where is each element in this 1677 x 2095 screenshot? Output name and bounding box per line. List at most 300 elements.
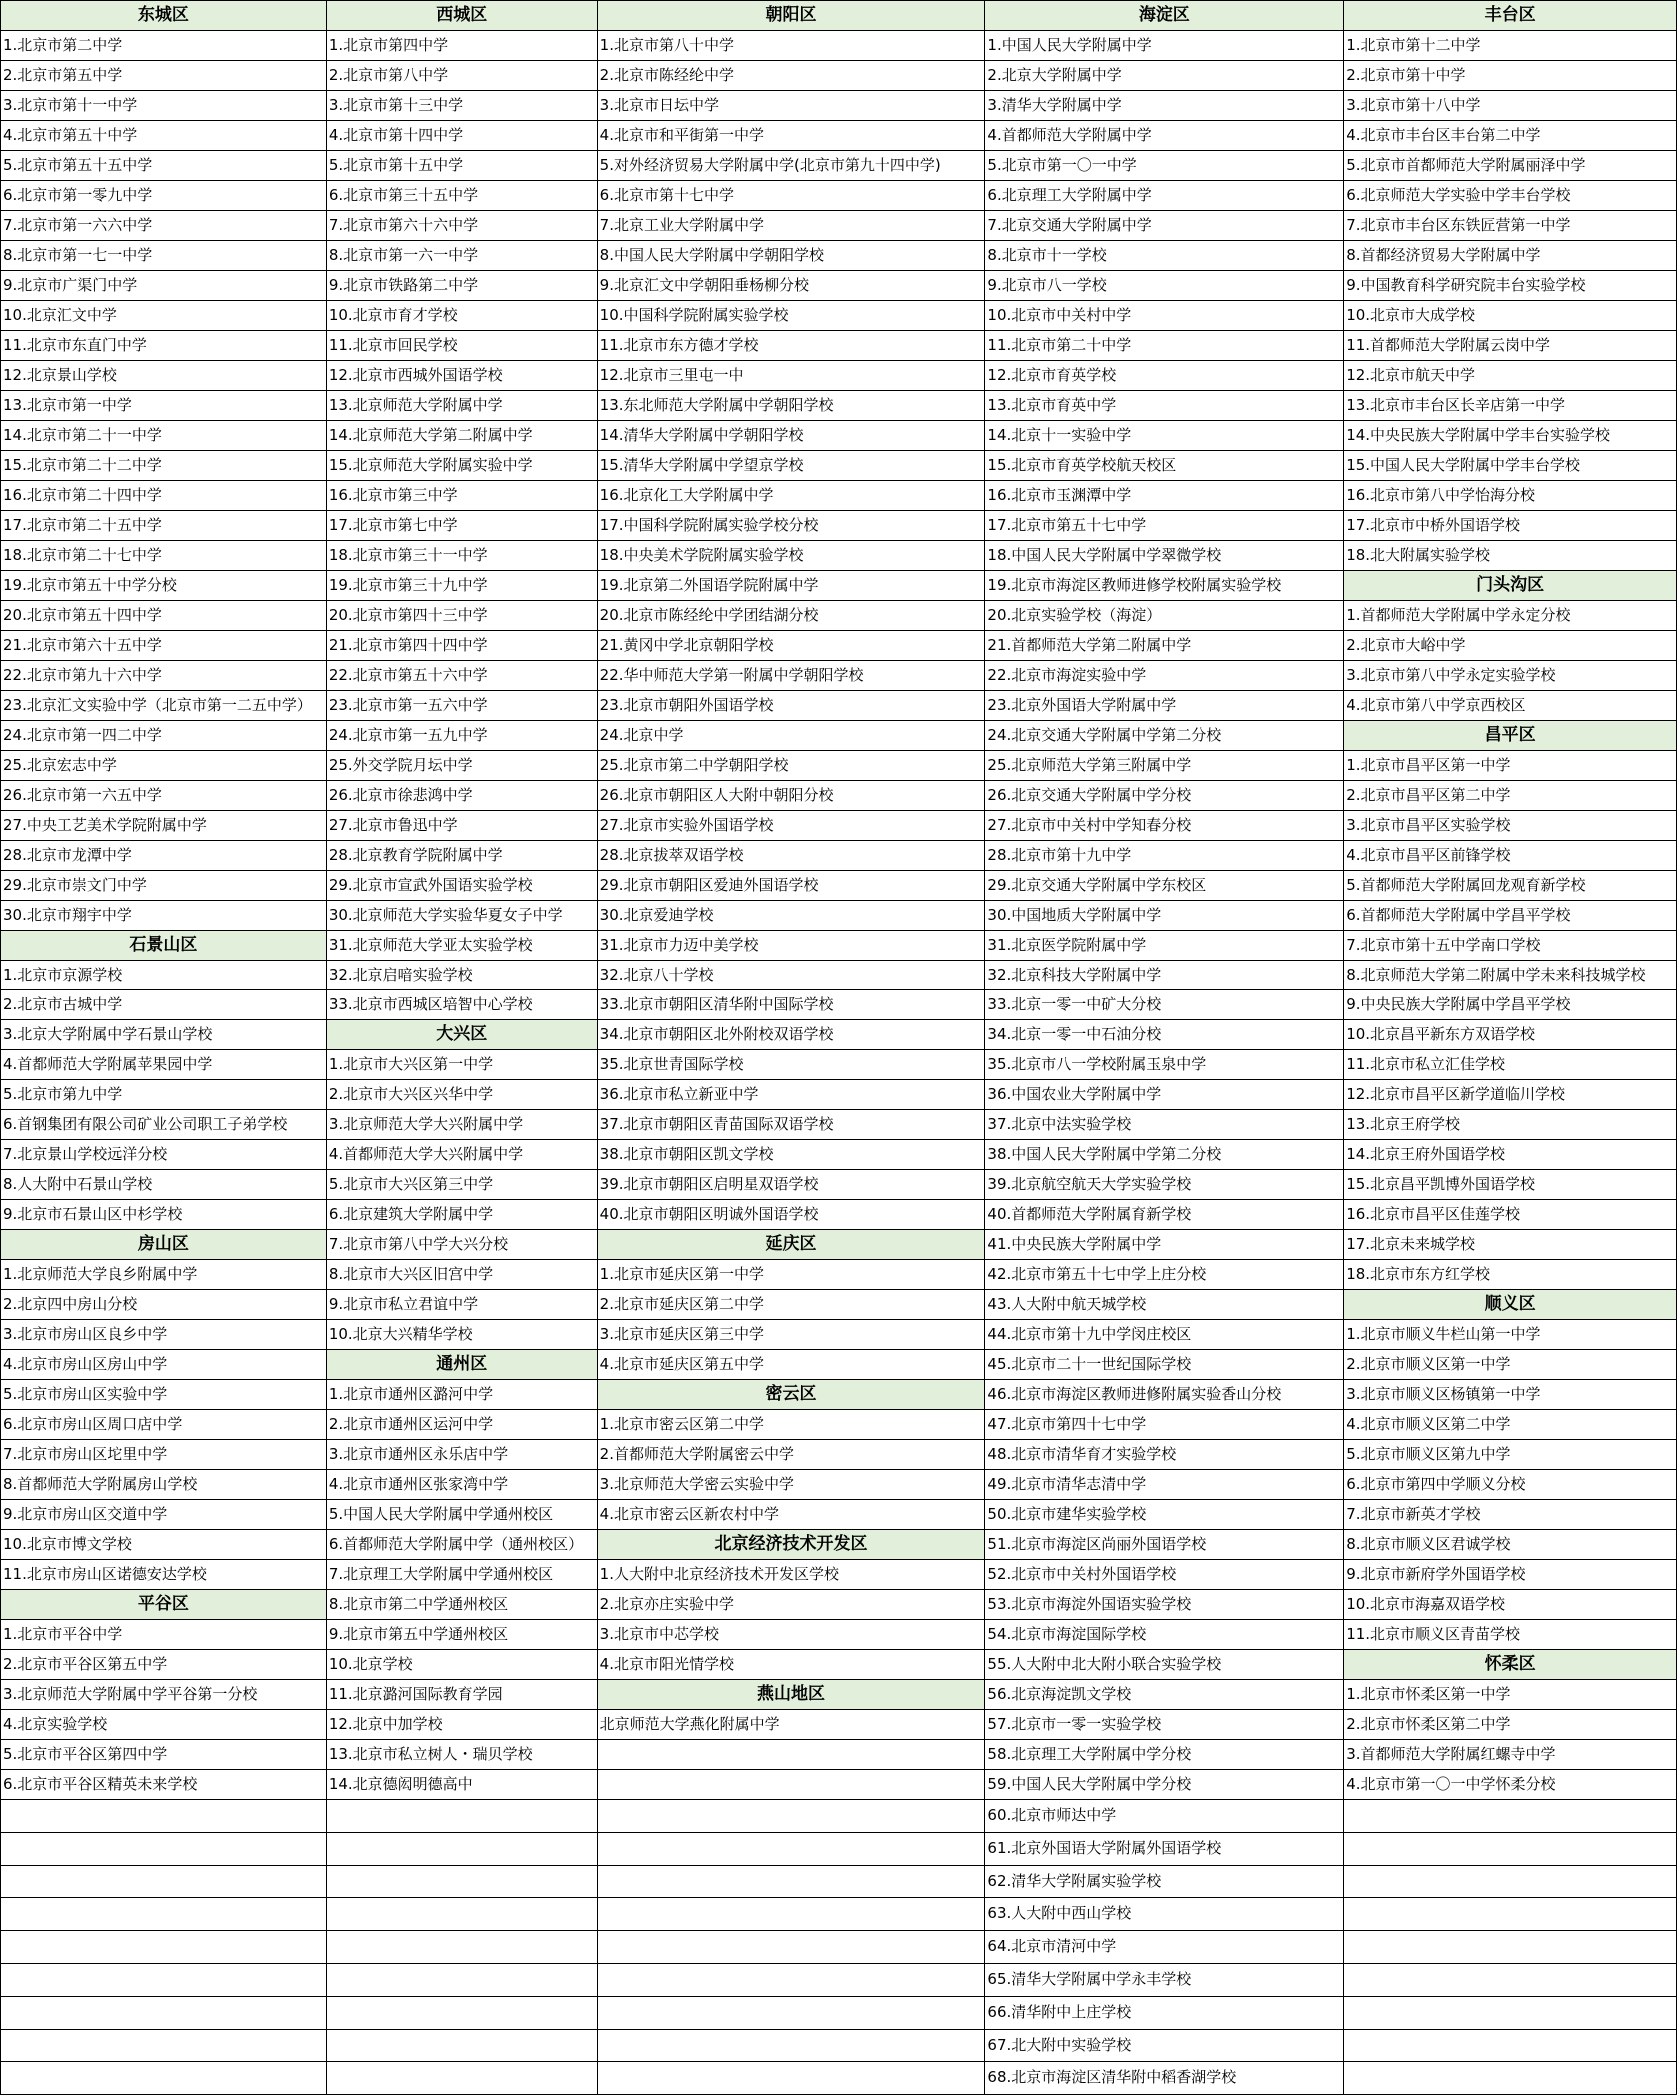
school-cell: 14.北京市第二十一中学: [1, 421, 327, 451]
empty-cell: [598, 1931, 986, 1964]
school-cell: 7.北京交通大学附属中学: [985, 211, 1344, 241]
school-cell: 19.北京第二外国语学院附属中学: [598, 571, 986, 601]
school-cell: 35.北京世青国际学校: [598, 1050, 986, 1080]
school-cell: 25.外交学院月坛中学: [327, 751, 598, 781]
school-cell: 19.北京市第三十九中学: [327, 571, 598, 601]
empty-cell: [327, 1800, 598, 1833]
school-cell: 12.北京市昌平区新学道临川学校: [1344, 1080, 1677, 1110]
empty-cell: [598, 1740, 986, 1770]
school-cell: 3.北京市日坛中学: [598, 91, 986, 121]
school-cell: 2.北京市第五中学: [1, 61, 327, 91]
school-cell: 18.中央美术学院附属实验学校: [598, 541, 986, 571]
school-cell: 6.首都师范大学附属中学（通州校区）: [327, 1530, 598, 1560]
school-cell: 31.北京师范大学亚太实验学校: [327, 931, 598, 961]
school-cell: 2.北京四中房山分校: [1, 1290, 327, 1320]
district-header: 西城区: [327, 1, 598, 31]
school-cell: 26.北京交通大学附属中学分校: [985, 781, 1344, 811]
school-cell: 38.中国人民大学附属中学第二分校: [985, 1140, 1344, 1170]
school-cell: 12.北京市育英学校: [985, 361, 1344, 391]
school-cell: 6.北京市第四中学顺义分校: [1344, 1470, 1677, 1500]
school-cell: 7.北京市第一六六中学: [1, 211, 327, 241]
school-cell: 17.中国科学院附属实验学校分校: [598, 511, 986, 541]
empty-cell: [327, 2030, 598, 2063]
school-cell: 5.北京市平谷区第四中学: [1, 1740, 327, 1770]
school-cell: 62.清华大学附属实验学校: [985, 1866, 1344, 1899]
empty-cell: [1344, 1898, 1677, 1931]
school-cell: 32.北京启喑实验学校: [327, 961, 598, 991]
school-cell: 15.北京昌平凯博外国语学校: [1344, 1170, 1677, 1200]
school-cell: 28.北京拔萃双语学校: [598, 841, 986, 871]
district-header: 石景山区: [1, 931, 327, 961]
school-cell: 39.北京市朝阳区启明星双语学校: [598, 1170, 986, 1200]
school-cell: 1.北京市密云区第二中学: [598, 1410, 986, 1440]
school-cell: 3.北京市顺义区杨镇第一中学: [1344, 1380, 1677, 1410]
school-cell: 7.北京市新英才学校: [1344, 1500, 1677, 1530]
school-cell: 33.北京市西城区培智中心学校: [327, 990, 598, 1020]
school-cell: 10.北京市海嘉双语学校: [1344, 1590, 1677, 1620]
district-header: 北京经济技术开发区: [598, 1530, 986, 1560]
school-cell: 4.北京市昌平区前锋学校: [1344, 841, 1677, 871]
district-header: 昌平区: [1344, 721, 1677, 751]
school-cell: 29.北京交通大学附属中学东校区: [985, 871, 1344, 901]
school-cell: 29.北京市崇文门中学: [1, 871, 327, 901]
school-cell: 24.北京市第一四二中学: [1, 721, 327, 751]
school-cell: 10.北京市中关村中学: [985, 301, 1344, 331]
empty-cell: [1, 1964, 327, 1997]
school-cell: 5.对外经济贸易大学附属中学(北京市第九十四中学): [598, 151, 986, 181]
school-cell: 15.清华大学附属中学望京学校: [598, 451, 986, 481]
school-cell: 3.清华大学附属中学: [985, 91, 1344, 121]
school-cell: 5.首都师范大学附属回龙观育新学校: [1344, 871, 1677, 901]
empty-cell: [1344, 2062, 1677, 2095]
empty-cell: [1, 1866, 327, 1899]
school-cell: 28.北京市第十九中学: [985, 841, 1344, 871]
school-cell: 4.北京市延庆区第五中学: [598, 1350, 986, 1380]
school-cell: 5.北京市顺义区第九中学: [1344, 1440, 1677, 1470]
empty-cell: [1, 1800, 327, 1833]
school-cell: 28.北京市龙潭中学: [1, 841, 327, 871]
school-cell: 37.北京中法实验学校: [985, 1110, 1344, 1140]
school-cell: 17.北京市第七中学: [327, 511, 598, 541]
school-cell: 36.北京市私立新亚中学: [598, 1080, 986, 1110]
empty-cell: [598, 1770, 986, 1800]
school-cell: 8.北京市顺义区君诚学校: [1344, 1530, 1677, 1560]
school-cell: 1.人大附中北京经济技术开发区学校: [598, 1560, 986, 1590]
school-cell: 10.北京昌平新东方双语学校: [1344, 1020, 1677, 1050]
school-cell: 52.北京市中关村外国语学校: [985, 1560, 1344, 1590]
empty-cell: [1, 1997, 327, 2030]
district-header: 通州区: [327, 1350, 598, 1380]
school-cell: 4.北京市阳光情学校: [598, 1650, 986, 1680]
school-cell: 13.北京市丰台区长辛店第一中学: [1344, 391, 1677, 421]
school-cell: 19.北京市第五十中学分校: [1, 571, 327, 601]
school-cell: 2.北京大学附属中学: [985, 61, 1344, 91]
school-cell: 1.北京师范大学良乡附属中学: [1, 1260, 327, 1290]
school-cell: 8.北京市第一七一中学: [1, 241, 327, 271]
school-cell: 31.北京市力迈中美学校: [598, 931, 986, 961]
school-cell: 27.北京市实验外国语学校: [598, 811, 986, 841]
school-cell: 17.北京市中桥外国语学校: [1344, 511, 1677, 541]
empty-cell: [598, 1833, 986, 1866]
school-cell: 4.北京市第八中学京西校区: [1344, 691, 1677, 721]
school-cell: 13.北京师范大学附属中学: [327, 391, 598, 421]
school-cell: 12.北京市三里屯一中: [598, 361, 986, 391]
school-cell: 20.北京市第五十四中学: [1, 601, 327, 631]
school-cell: 29.北京市宣武外国语实验学校: [327, 871, 598, 901]
school-cell: 9.北京市广渠门中学: [1, 271, 327, 301]
district-column: [1344, 1, 1677, 2095]
school-cell: 58.北京理工大学附属中学分校: [985, 1740, 1344, 1770]
school-cell: 40.首都师范大学附属育新学校: [985, 1200, 1344, 1230]
school-cell: 15.北京师范大学附属实验中学: [327, 451, 598, 481]
school-cell: 34.北京市朝阳区北外附校双语学校: [598, 1020, 986, 1050]
school-cell: 6.北京师范大学实验中学丰台学校: [1344, 181, 1677, 211]
school-cell: 51.北京市海淀区尚丽外国语学校: [985, 1530, 1344, 1560]
school-cell: 46.北京市海淀区教师进修附属实验香山分校: [985, 1380, 1344, 1410]
school-cell: 10.北京学校: [327, 1650, 598, 1680]
school-cell: 40.北京市朝阳区明诚外国语学校: [598, 1200, 986, 1230]
school-cell: 4.北京市房山区房山中学: [1, 1350, 327, 1380]
school-cell: 16.北京化工大学附属中学: [598, 481, 986, 511]
school-cell: 59.中国人民大学附属中学分校: [985, 1770, 1344, 1800]
school-cell: 15.中国人民大学附属中学丰台学校: [1344, 451, 1677, 481]
school-cell: 30.中国地质大学附属中学: [985, 901, 1344, 931]
school-cell: 4.北京市第一〇一中学怀柔分校: [1344, 1770, 1677, 1800]
school-cell: 33.北京市朝阳区清华附中国际学校: [598, 990, 986, 1020]
school-cell: 1.北京市第十二中学: [1344, 31, 1677, 61]
empty-cell: [327, 1866, 598, 1899]
school-cell: 5.中国人民大学附属中学通州校区: [327, 1500, 598, 1530]
school-cell: 23.北京市朝阳外国语学校: [598, 691, 986, 721]
school-cell: 30.北京市翔宇中学: [1, 901, 327, 931]
school-cell: 3.北京市第十八中学: [1344, 91, 1677, 121]
school-cell: 22.华中师范大学第一附属中学朝阳学校: [598, 661, 986, 691]
school-cell: 6.北京市第一零九中学: [1, 181, 327, 211]
school-cell: 2.首都师范大学附属密云中学: [598, 1440, 986, 1470]
school-cell: 23.北京市第一五六中学: [327, 691, 598, 721]
school-cell: 67.北大附中实验学校: [985, 2030, 1344, 2063]
school-cell: 27.北京市中关村中学知春分校: [985, 811, 1344, 841]
school-cell: 12.北京中加学校: [327, 1710, 598, 1740]
school-cell: 8.北京市第一六一中学: [327, 241, 598, 271]
school-cell: 21.北京市第四十四中学: [327, 631, 598, 661]
school-cell: 2.北京市古城中学: [1, 990, 327, 1020]
school-cell: 6.北京建筑大学附属中学: [327, 1200, 598, 1230]
school-cell: 15.北京市育英学校航天校区: [985, 451, 1344, 481]
school-cell: 21.首都师范大学第二附属中学: [985, 631, 1344, 661]
school-cell: 9.北京市石景山区中杉学校: [1, 1200, 327, 1230]
empty-cell: [1, 2062, 327, 2095]
school-cell: 10.中国科学院附属实验学校: [598, 301, 986, 331]
school-cell: 2.北京市怀柔区第二中学: [1344, 1710, 1677, 1740]
school-cell: 10.北京大兴精华学校: [327, 1320, 598, 1350]
school-cell: 12.北京市西城外国语学校: [327, 361, 598, 391]
school-cell: 16.北京市第三中学: [327, 481, 598, 511]
school-cell: 27.北京市鲁迅中学: [327, 811, 598, 841]
school-cell: 5.北京市第九中学: [1, 1080, 327, 1110]
school-cell: 2.北京市通州区运河中学: [327, 1410, 598, 1440]
school-cell: 3.北京市通州区永乐店中学: [327, 1440, 598, 1470]
school-cell: 11.北京市回民学校: [327, 331, 598, 361]
school-cell: 42.北京市第五十七中学上庄分校: [985, 1260, 1344, 1290]
school-cell: 10.北京汇文中学: [1, 301, 327, 331]
school-cell: 1.北京市顺义牛栏山第一中学: [1344, 1320, 1677, 1350]
school-cell: 63.人大附中西山学校: [985, 1898, 1344, 1931]
empty-cell: [327, 1833, 598, 1866]
school-cell: 13.东北师范大学附属中学朝阳学校: [598, 391, 986, 421]
school-cell: 3.北京师范大学密云实验中学: [598, 1470, 986, 1500]
empty-cell: [598, 1800, 986, 1833]
school-cell: 44.北京市第十九中学闵庄校区: [985, 1320, 1344, 1350]
school-cell: 9.中央民族大学附属中学昌平学校: [1344, 990, 1677, 1020]
district-header: 延庆区: [598, 1230, 986, 1260]
school-cell: 18.北京市第二十七中学: [1, 541, 327, 571]
district-column: [1, 1, 327, 2095]
school-cell: 4.首都师范大学附属苹果园中学: [1, 1050, 327, 1080]
school-cell: 24.北京中学: [598, 721, 986, 751]
school-cell: 1.北京市延庆区第一中学: [598, 1260, 986, 1290]
school-cell: 3.北京市昌平区实验学校: [1344, 811, 1677, 841]
empty-cell: [598, 2030, 986, 2063]
school-cell: 10.北京市育才学校: [327, 301, 598, 331]
school-cell: 8.北京市第二中学通州校区: [327, 1590, 598, 1620]
school-cell: 6.首都师范大学附属中学昌平学校: [1344, 901, 1677, 931]
school-cell: 24.北京市第一五九中学: [327, 721, 598, 751]
school-cell: 14.清华大学附属中学朝阳学校: [598, 421, 986, 451]
school-cell: 28.北京教育学院附属中学: [327, 841, 598, 871]
school-cell: 53.北京市海淀外国语实验学校: [985, 1590, 1344, 1620]
school-cell: 11.北京市东直门中学: [1, 331, 327, 361]
school-cell: 8.北京市十一学校: [985, 241, 1344, 271]
school-cell: 1.北京市第四中学: [327, 31, 598, 61]
school-cell: 11.北京潞河国际教育学园: [327, 1680, 598, 1710]
school-cell: 23.北京外国语大学附属中学: [985, 691, 1344, 721]
school-cell: 9.北京汇文中学朝阳垂杨柳分校: [598, 271, 986, 301]
school-cell: 3.首都师范大学附属红螺寺中学: [1344, 1740, 1677, 1770]
school-cell: 7.北京工业大学附属中学: [598, 211, 986, 241]
school-cell: 66.清华附中上庄学校: [985, 1997, 1344, 2030]
school-cell: 4.首都师范大学附属中学: [985, 121, 1344, 151]
school-cell: 30.北京爱迪学校: [598, 901, 986, 931]
school-cell: 34.北京一零一中石油分校: [985, 1020, 1344, 1050]
school-cell: 20.北京市第四十三中学: [327, 601, 598, 631]
district-header: 燕山地区: [598, 1680, 986, 1710]
school-cell: 3.北京师范大学附属中学平谷第一分校: [1, 1680, 327, 1710]
school-cell: 4.北京实验学校: [1, 1710, 327, 1740]
school-cell: 14.北京十一实验中学: [985, 421, 1344, 451]
empty-cell: [598, 1964, 986, 1997]
school-cell: 4.北京市通州区张家湾中学: [327, 1470, 598, 1500]
school-cell: 11.北京市顺义区青苗学校: [1344, 1620, 1677, 1650]
school-cell: 4.首都师范大学大兴附属中学: [327, 1140, 598, 1170]
school-cell: 2.北京市昌平区第二中学: [1344, 781, 1677, 811]
district-header: 大兴区: [327, 1020, 598, 1050]
school-cell: 6.北京市平谷区精英未来学校: [1, 1770, 327, 1800]
school-cell: 16.北京市玉渊潭中学: [985, 481, 1344, 511]
school-cell: 2.北京亦庄实验中学: [598, 1590, 986, 1620]
school-cell: 60.北京市师达中学: [985, 1800, 1344, 1833]
school-cell: 6.北京市第三十五中学: [327, 181, 598, 211]
school-cell: 33.北京一零一中矿大分校: [985, 990, 1344, 1020]
district-header: 房山区: [1, 1230, 327, 1260]
school-cell: 56.北京海淀凯文学校: [985, 1680, 1344, 1710]
school-cell: 7.北京市丰台区东铁匠营第一中学: [1344, 211, 1677, 241]
school-cell: 4.北京市顺义区第二中学: [1344, 1410, 1677, 1440]
school-cell: 38.北京市朝阳区凯文学校: [598, 1140, 986, 1170]
school-cell: 5.北京市第一〇一中学: [985, 151, 1344, 181]
school-cell: 9.北京市第五中学通州校区: [327, 1620, 598, 1650]
school-cell: 2.北京市大兴区兴华中学: [327, 1080, 598, 1110]
school-cell: 2.北京市延庆区第二中学: [598, 1290, 986, 1320]
school-cell: 5.北京市房山区实验中学: [1, 1380, 327, 1410]
school-cell: 9.北京市新府学外国语学校: [1344, 1560, 1677, 1590]
school-cell: 7.北京市房山区坨里中学: [1, 1440, 327, 1470]
school-cell: 8.中国人民大学附属中学朝阳学校: [598, 241, 986, 271]
school-cell: 27.中央工艺美术学院附属中学: [1, 811, 327, 841]
school-cell: 22.北京市第五十六中学: [327, 661, 598, 691]
empty-cell: [1344, 1866, 1677, 1899]
school-cell: 14.北京德闳明德高中: [327, 1770, 598, 1800]
school-cell: 41.中央民族大学附属中学: [985, 1230, 1344, 1260]
empty-cell: [327, 2062, 598, 2095]
school-cell: 5.北京市第十五中学: [327, 151, 598, 181]
school-cell: 10.北京市博文学校: [1, 1530, 327, 1560]
school-cell: 6.北京市第十七中学: [598, 181, 986, 211]
school-cell: 25.北京宏志中学: [1, 751, 327, 781]
school-cell: 16.北京市昌平区佳莲学校: [1344, 1200, 1677, 1230]
school-cell: 35.北京市八一学校附属玉泉中学: [985, 1050, 1344, 1080]
district-header: 顺义区: [1344, 1290, 1677, 1320]
school-cell: 22.北京市第九十六中学: [1, 661, 327, 691]
school-cell: 8.北京师范大学第二附属中学未来科技城学校: [1344, 961, 1677, 991]
school-cell: 5.北京市大兴区第三中学: [327, 1170, 598, 1200]
school-cell: 18.北京市第三十一中学: [327, 541, 598, 571]
school-cell: 64.北京市清河中学: [985, 1931, 1344, 1964]
school-cell: 3.北京大学附属中学石景山学校: [1, 1020, 327, 1050]
school-cell: 65.清华大学附属中学永丰学校: [985, 1964, 1344, 1997]
empty-cell: [598, 1866, 986, 1899]
school-cell: 9.北京市八一学校: [985, 271, 1344, 301]
empty-cell: [598, 2062, 986, 2095]
school-cell: 2.北京市陈经纶中学: [598, 61, 986, 91]
school-cell: 1.北京市第八十中学: [598, 31, 986, 61]
empty-cell: [598, 1898, 986, 1931]
school-cell: 21.北京市第六十五中学: [1, 631, 327, 661]
school-cell: 1.中国人民大学附属中学: [985, 31, 1344, 61]
school-cell: 18.中国人民大学附属中学翠微学校: [985, 541, 1344, 571]
school-cell: 4.北京市和平街第一中学: [598, 121, 986, 151]
school-cell: 12.北京市航天中学: [1344, 361, 1677, 391]
district-header: 东城区: [1, 1, 327, 31]
school-cell: 17.北京市第二十五中学: [1, 511, 327, 541]
school-cell: 11.北京市第二十中学: [985, 331, 1344, 361]
school-cell: 13.北京王府学校: [1344, 1110, 1677, 1140]
school-cell: 13.北京市第一中学: [1, 391, 327, 421]
school-cell: 18.北大附属实验学校: [1344, 541, 1677, 571]
school-cell: 7.北京市第八中学大兴分校: [327, 1230, 598, 1260]
school-cell: 3.北京市房山区良乡中学: [1, 1320, 327, 1350]
school-cell: 1.北京市昌平区第一中学: [1344, 751, 1677, 781]
school-cell: 3.北京市中芯学校: [598, 1620, 986, 1650]
school-cell: 7.北京景山学校远洋分校: [1, 1140, 327, 1170]
empty-cell: [1, 1833, 327, 1866]
empty-cell: [1344, 2030, 1677, 2063]
school-cell: 25.北京市第二中学朝阳学校: [598, 751, 986, 781]
school-cell: 7.北京理工大学附属中学通州校区: [327, 1560, 598, 1590]
school-cell: 9.中国教育科学研究院丰台实验学校: [1344, 271, 1677, 301]
school-cell: 1.北京市通州区潞河中学: [327, 1380, 598, 1410]
school-cell: 8.首都经济贸易大学附属中学: [1344, 241, 1677, 271]
empty-cell: [327, 1964, 598, 1997]
school-cell: 7.北京市第六十六中学: [327, 211, 598, 241]
district-header: 门头沟区: [1344, 571, 1677, 601]
school-cell: 5.北京市首都师范大学附属丽泽中学: [1344, 151, 1677, 181]
school-cell: 14.中央民族大学附属中学丰台实验学校: [1344, 421, 1677, 451]
district-header: 密云区: [598, 1380, 986, 1410]
school-cell: 2.北京市大峪中学: [1344, 631, 1677, 661]
district-header: 平谷区: [1, 1590, 327, 1620]
school-cell: 1.北京市平谷中学: [1, 1620, 327, 1650]
school-cell: 25.北京师范大学第三附属中学: [985, 751, 1344, 781]
empty-cell: [327, 1997, 598, 2030]
school-cell: 2.北京市平谷区第五中学: [1, 1650, 327, 1680]
school-cell: 17.北京未来城学校: [1344, 1230, 1677, 1260]
empty-cell: [1344, 1833, 1677, 1866]
school-cell: 4.北京市第五十中学: [1, 121, 327, 151]
school-cell: 61.北京外国语大学附属外国语学校: [985, 1833, 1344, 1866]
school-cell: 2.北京市顺义区第一中学: [1344, 1350, 1677, 1380]
district-header: 海淀区: [985, 1, 1344, 31]
empty-cell: [327, 1898, 598, 1931]
school-cell: 1.首都师范大学附属中学永定分校: [1344, 601, 1677, 631]
school-cell: 4.北京市密云区新农村中学: [598, 1500, 986, 1530]
school-cell: 57.北京市一零一实验学校: [985, 1710, 1344, 1740]
school-cell: 45.北京市二十一世纪国际学校: [985, 1350, 1344, 1380]
empty-cell: [1344, 1931, 1677, 1964]
school-cell: 9.北京市房山区交道中学: [1, 1500, 327, 1530]
school-cell: 3.北京师范大学大兴附属中学: [327, 1110, 598, 1140]
school-cell: 1.北京市大兴区第一中学: [327, 1050, 598, 1080]
school-cell: 13.北京市私立树人・瑞贝学校: [327, 1740, 598, 1770]
school-cell: 23.北京汇文实验中学（北京市第一二五中学）: [1, 691, 327, 721]
school-cell: 3.北京市延庆区第三中学: [598, 1320, 986, 1350]
school-cell: 50.北京市建华实验学校: [985, 1500, 1344, 1530]
school-cell: 1.北京市第二中学: [1, 31, 327, 61]
school-cell: 3.北京市第八中学永定实验学校: [1344, 661, 1677, 691]
district-column: [985, 1, 1344, 2095]
school-cell: 2.北京市第八中学: [327, 61, 598, 91]
school-cell: 19.北京市海淀区教师进修学校附属实验学校: [985, 571, 1344, 601]
school-cell: 8.北京市大兴区旧宫中学: [327, 1260, 598, 1290]
school-cell: 22.北京市海淀实验中学: [985, 661, 1344, 691]
school-cell: 14.北京师范大学第二附属中学: [327, 421, 598, 451]
empty-cell: [1, 1898, 327, 1931]
school-cell: 37.北京市朝阳区青苗国际双语学校: [598, 1110, 986, 1140]
school-cell: 31.北京医学院附属中学: [985, 931, 1344, 961]
school-cell: 7.北京市第十五中学南口学校: [1344, 931, 1677, 961]
school-cell: 1.北京市京源学校: [1, 961, 327, 991]
school-cell: 6.首钢集团有限公司矿业公司职工子弟学校: [1, 1110, 327, 1140]
school-cell: 12.北京景山学校: [1, 361, 327, 391]
school-cell: 14.北京王府外国语学校: [1344, 1140, 1677, 1170]
school-cell: 11.首都师范大学附属云岗中学: [1344, 331, 1677, 361]
school-cell: 3.北京市第十三中学: [327, 91, 598, 121]
school-cell: 20.北京实验学校（海淀）: [985, 601, 1344, 631]
school-cell: 15.北京市第二十二中学: [1, 451, 327, 481]
school-cell: 68.北京市海淀区清华附中稻香湖学校: [985, 2062, 1344, 2095]
school-cell: 18.北京市东方红学校: [1344, 1260, 1677, 1290]
school-cell: 6.北京理工大学附属中学: [985, 181, 1344, 211]
